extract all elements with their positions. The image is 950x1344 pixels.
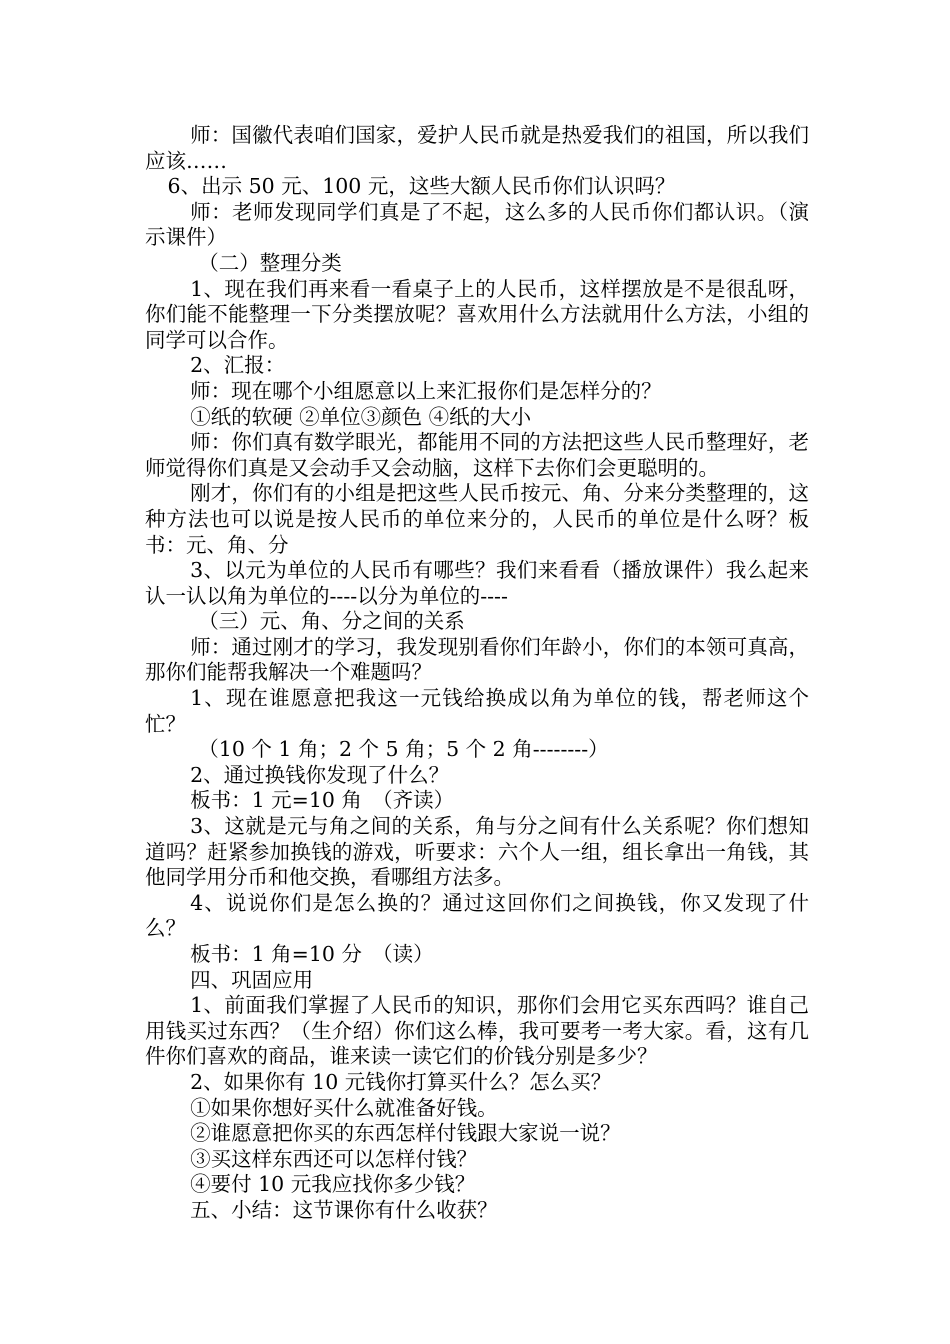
paragraph: 2、汇报： [190, 353, 286, 378]
paragraph: 师：通过刚才的学习，我发现别看你们年龄小，你们的本领可真高，那你们能帮我解决一个难题吗？ [145, 634, 809, 685]
paragraph: 刚才，你们有的小组是把这些人民币按元、角、分来分类整理的，这种方法也可以说是按人民币的单位来分的，人民币的单位是什么呀？板书：元、角、分 [145, 481, 809, 557]
board-note: 板书：1 元=10 角 （齐读） [190, 788, 455, 813]
paragraph: 3、这就是元与角之间的关系，角与分之间有什么关系呢？你们想知道吗？赶紧参加换钱的游戏，听要求：六个人一组，组长拿出一角钱，其他同学用分币和他交换，看哪组方法多。 [145, 814, 809, 890]
board-note: 板书：1 角=10 分 （读） [190, 942, 434, 966]
list-item: ②谁愿意把你买的东西怎样付钱跟大家说一说？ [190, 1121, 621, 1146]
paragraph: 师：你们真有数学眼光，都能用不同的方法把这些人民币整理好，老师觉得你们真是又会动手又会动脑，这样下去你们会更聪明的。 [145, 430, 809, 480]
paragraph: 师：现在哪个小组愿意以上来汇报你们是怎样分的？ [190, 378, 662, 403]
paragraph: 1、前面我们掌握了人民币的知识，那你们会用它买东西吗？谁自己用钱买过东西？（生介绍）你们这么棒，我可要考一考大家。看，这有几件你们喜欢的商品，谁来读一读它们的价钱分别是多少？ [145, 993, 809, 1069]
paragraph: 1、现在我们再来看一看桌子上的人民币，这样摆放是不是很乱呀，你们能不能整理一下分类摆放呢？喜欢用什么方法就用什么方法，小组的同学可以合作。 [145, 276, 809, 352]
list-item: ①如果你想好买什么就准备好钱。 [190, 1095, 498, 1120]
section-heading: 五、小结：这节课你有什么收获？ [190, 1197, 498, 1222]
paragraph: ①纸的软硬 ②单位③颜色 ④纸的大小 [190, 404, 532, 429]
paragraph: 2、如果你有 10 元钱你打算买什么？怎么买？ [190, 1069, 612, 1094]
document-body [145, 123, 809, 1224]
paragraph: （10 个 1 角；2 个 5 角；5 个 2 角--------） [198, 737, 609, 762]
section-heading: 四、巩固应用 [190, 967, 314, 992]
paragraph: 6、出示 50 元、100 元，这些大额人民币你们认识吗？ [167, 174, 676, 199]
section-heading: （二）整理分类 [198, 250, 342, 275]
list-item: ④要付 10 元我应找你多少钱？ [190, 1172, 476, 1197]
paragraph: 4、说说你们是怎么换的？通过这回你们之间换钱，你又发现了什么？ [145, 890, 809, 941]
paragraph: 1、现在谁愿意把我这一元钱给换成以角为单位的钱，帮老师这个忙？ [145, 686, 809, 736]
paragraph: 2、通过换钱你发现了什么？ [190, 762, 450, 787]
paragraph: 师：老师发现同学们真是了不起，这么多的人民币你们都认识。（演示课件） [145, 199, 809, 250]
section-heading: （三）元、角、分之间的关系 [198, 609, 465, 634]
paragraph: 3、以元为单位的人民币有哪些？我们来看看（播放课件）我么起来认一认以角为单位的----以分为单位的---- [145, 558, 809, 608]
paragraph: 师：国徽代表咱们国家，爱护人民币就是热爱我们的祖国，所以我们应该…… [145, 123, 809, 173]
list-item: ③买这样东西还可以怎样付钱？ [190, 1146, 478, 1171]
